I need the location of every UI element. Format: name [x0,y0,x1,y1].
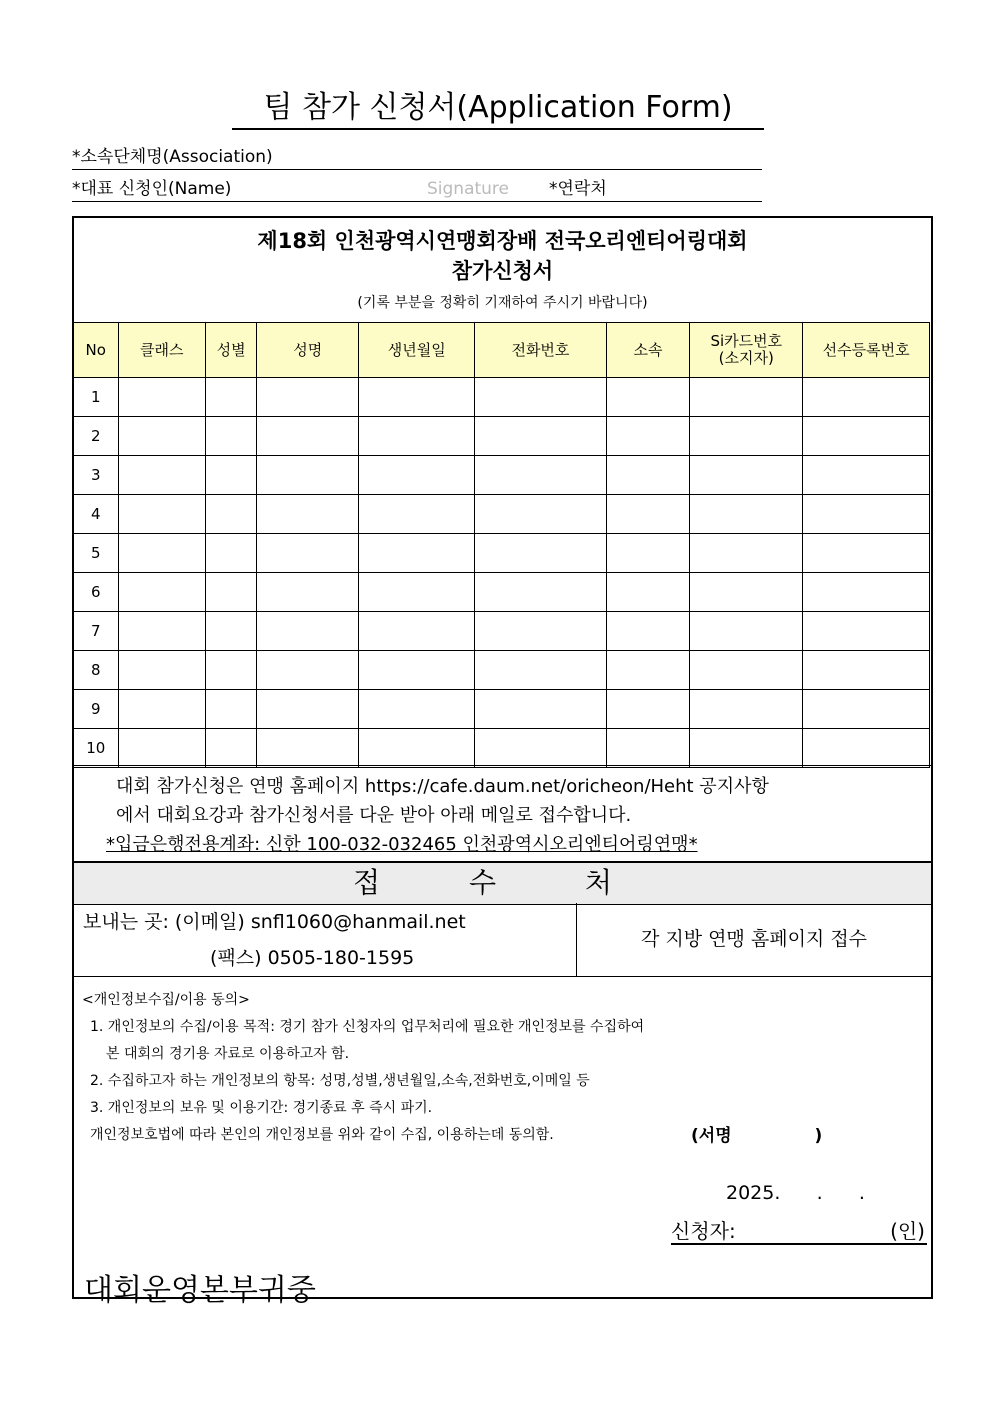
consent-item-3: 3. 개인정보의 보유 및 이용기간: 경기종료 후 즉시 파기. [90,1100,433,1116]
table-cell[interactable] [257,612,359,651]
table-cell[interactable] [475,612,607,651]
regional-receipt: 각 지방 연맹 홈페이지 접수 [640,928,868,950]
table-cell[interactable] [359,729,475,768]
table-row [74,378,930,417]
table-cell[interactable] [205,456,256,495]
table-cell[interactable] [359,417,475,456]
applicant-signature-line[interactable] [671,1215,927,1245]
table-cell[interactable] [359,690,475,729]
table-cell[interactable] [257,573,359,612]
seal-label: (인) [890,1219,925,1243]
table-cell[interactable] [606,573,690,612]
table-cell[interactable] [257,495,359,534]
table-cell[interactable] [690,534,803,573]
table-cell[interactable] [690,729,803,768]
table-cell[interactable] [205,534,256,573]
column-header: 전화번호 [475,323,607,378]
table-row [74,417,930,456]
table-cell[interactable] [475,378,607,417]
table-cell[interactable] [690,651,803,690]
column-header: 소속 [606,323,690,378]
table-cell[interactable] [475,573,607,612]
name-label: *대표 신청인(Name) [72,179,232,199]
column-header: 클래스 [118,323,205,378]
table-row [74,534,930,573]
form-subtitle: 참가신청서 [451,259,554,283]
table-row [74,612,930,651]
recipient: 대회운영본부귀중 [84,1273,316,1308]
table-cell[interactable] [257,456,359,495]
column-header: 선수등록번호 [803,323,930,378]
table-cell[interactable] [359,534,475,573]
table-cell[interactable] [205,612,256,651]
table-cell[interactable] [205,690,256,729]
table-cell[interactable] [803,378,930,417]
table-cell[interactable] [205,729,256,768]
table-row [74,456,930,495]
bank-account: *입금은행전용계좌: 신한 100-032-032465 인천광역시오리엔티어링연맹* [106,834,698,855]
form-box [72,216,933,1308]
form-header [74,218,931,323]
table-cell[interactable] [257,378,359,417]
consent-item-1: 1. 개인정보의 수집/이용 목적: 경기 참가 신청자의 업무처리에 필요한 개인정보를 수집하여 [90,1019,645,1035]
receipt-email: 보내는 곳: (이메일) snfl1060@hanmail.net [83,911,466,933]
table-cell[interactable] [803,417,930,456]
row-number: 7 [74,612,119,651]
row-number: 8 [74,651,119,690]
table-cell[interactable] [475,456,607,495]
notice-line-2: 에서 대회요강과 참가신청서를 다운 받아 아래 메일로 접수합니다. [116,805,632,826]
table-cell[interactable] [118,573,205,612]
table-cell[interactable] [690,417,803,456]
table-cell[interactable] [118,378,205,417]
application-date: 2025. . . [726,1182,865,1204]
row-number: 1 [74,378,119,417]
table-cell[interactable] [359,456,475,495]
row-number: 5 [74,534,119,573]
table-cell[interactable] [118,456,205,495]
event-title: 제18회 인천광역시연맹회장배 전국오리엔티어링대회 [257,229,748,253]
notice-section [74,765,931,861]
table-cell[interactable] [205,495,256,534]
table-cell[interactable] [690,573,803,612]
table-cell[interactable] [205,417,256,456]
table-cell[interactable] [475,690,607,729]
table-cell[interactable] [803,612,930,651]
consent-item-1-cont: 본 대회의 경기용 자료로 이용하고자 함. [106,1046,350,1062]
table-cell[interactable] [118,534,205,573]
table-cell[interactable] [606,690,690,729]
receipt-header: 접 수 처 [74,861,931,905]
contact-label: *연락처 [549,179,607,199]
table-header-row [74,323,930,378]
table-cell[interactable] [359,378,475,417]
table-cell[interactable] [257,417,359,456]
row-number: 2 [74,417,119,456]
consent-title: <개인정보수집/이용 동의> [82,992,250,1008]
table-cell[interactable] [803,651,930,690]
column-header: 생년월일 [359,323,475,378]
column-header: Si카드번호 (소지자) [690,323,803,378]
table-cell[interactable] [118,729,205,768]
association-label: *소속단체명(Association) [72,147,273,167]
table-cell[interactable] [359,573,475,612]
consent-item-2: 2. 수집하고자 하는 개인정보의 항목: 성명,성별,생년월일,소속,전화번호,이메일 등 [90,1073,590,1089]
table-cell[interactable] [803,534,930,573]
table-cell[interactable] [359,651,475,690]
table-cell[interactable] [690,456,803,495]
table-cell[interactable] [803,495,930,534]
table-cell[interactable] [690,495,803,534]
consent-signature[interactable]: (서명 ) [691,1126,823,1146]
participant-table [73,322,930,768]
table-cell[interactable] [257,690,359,729]
receipt-fax: (팩스) 0505-180-1595 [210,947,415,969]
table-cell[interactable] [690,378,803,417]
table-cell[interactable] [803,573,930,612]
table-cell[interactable] [118,495,205,534]
table-row [74,495,930,534]
table-row [74,690,930,729]
table-cell[interactable] [606,729,690,768]
table-row [74,729,930,768]
table-cell[interactable] [118,417,205,456]
table-cell[interactable] [205,378,256,417]
form-instruction: (기록 부분을 정확히 기재하여 주시기 바랍니다) [357,295,648,311]
table-cell[interactable] [475,729,607,768]
row-number: 9 [74,690,119,729]
table-cell[interactable] [606,456,690,495]
table-cell[interactable] [803,456,930,495]
receipt-contact [74,903,931,977]
table-cell[interactable] [606,417,690,456]
table-cell[interactable] [606,612,690,651]
row-number: 4 [74,495,119,534]
table-cell[interactable] [475,534,607,573]
applicant-label: 신청자: [671,1219,736,1243]
consent-agree: 개인정보호법에 따라 본인의 개인정보를 위와 같이 수집, 이용하는데 동의함. [90,1127,554,1143]
association-field[interactable] [72,145,762,170]
row-number: 6 [74,573,119,612]
table-row [74,573,930,612]
column-header: 성명 [257,323,359,378]
column-header: 성별 [205,323,256,378]
table-cell[interactable] [475,651,607,690]
table-cell[interactable] [475,495,607,534]
table-cell[interactable] [257,534,359,573]
table-cell[interactable] [803,690,930,729]
table-cell[interactable] [359,612,475,651]
table-cell[interactable] [205,573,256,612]
column-header: No [74,323,119,378]
form-title: 팀 참가 신청서(Application Form) [232,88,764,130]
table-row [74,651,930,690]
name-field[interactable] [72,177,762,202]
table-cell[interactable] [118,690,205,729]
table-cell[interactable] [803,729,930,768]
table-cell[interactable] [257,651,359,690]
notice-line-1: 대회 참가신청은 연맹 홈페이지 https://cafe.daum.net/oricheon/Heht 공지사항 [116,776,769,797]
table-cell[interactable] [606,534,690,573]
signature-placeholder: Signature [427,179,510,199]
row-number: 10 [74,729,119,768]
table-cell[interactable] [118,612,205,651]
table-cell[interactable] [257,729,359,768]
table-cell[interactable] [690,690,803,729]
table-cell[interactable] [205,651,256,690]
table-cell[interactable] [475,417,607,456]
table-cell[interactable] [606,495,690,534]
table-cell[interactable] [690,612,803,651]
table-cell[interactable] [606,651,690,690]
table-cell[interactable] [606,378,690,417]
row-number: 3 [74,456,119,495]
table-cell[interactable] [359,495,475,534]
table-cell[interactable] [118,651,205,690]
